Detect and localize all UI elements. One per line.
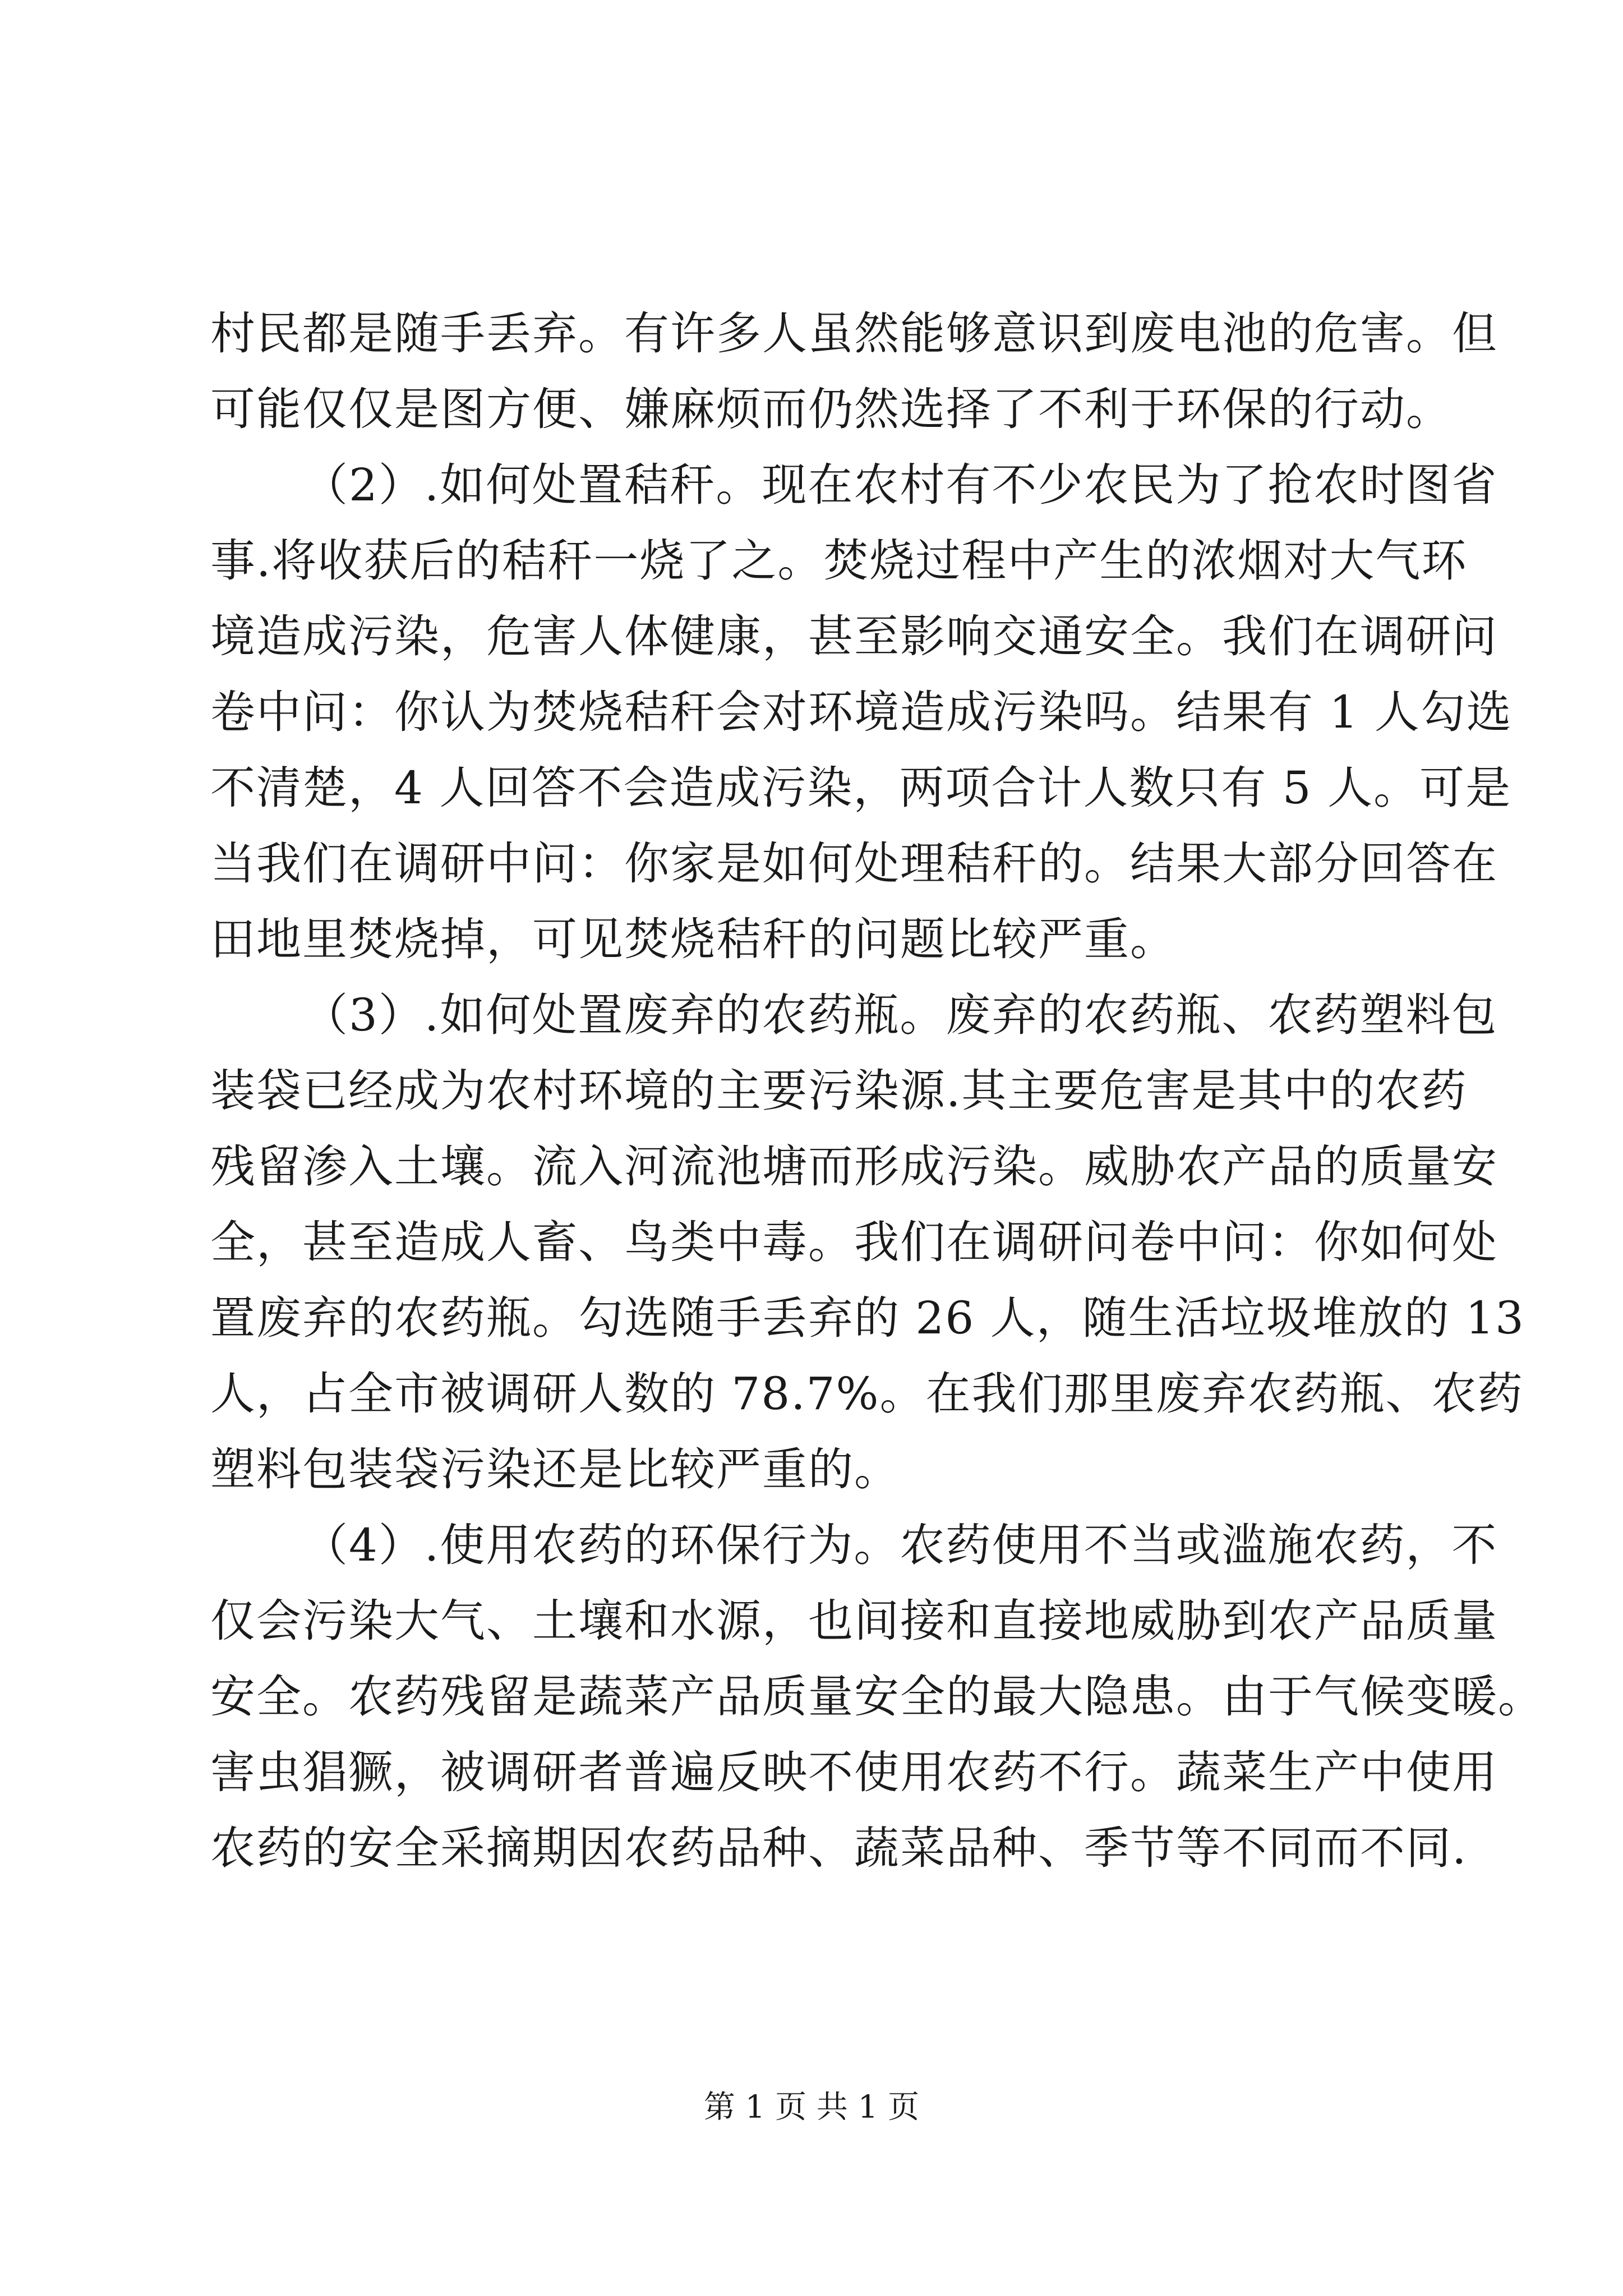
body-line: 装袋已经成为农村环境的主要污染源.其主要危害是其中的农药 bbox=[210, 1065, 1468, 1117]
page-footer: 第 1 页 共 1 页 bbox=[703, 2089, 920, 2125]
body-line: 残留渗入土壤。流入河流池塘而形成污染。威胁农产品的质量安 bbox=[210, 1140, 1498, 1193]
body-line: 事.将收获后的秸秆一烧了之。焚烧过程中产生的浓烟对大气环 bbox=[210, 535, 1468, 587]
body-line: 田地里焚烧掉，可见焚烧秸秆的问题比较严重。 bbox=[210, 913, 1176, 965]
paragraph-3-heading-line: （3）.如何处置废弃的农药瓶。废弃的农药瓶、农药塑料包 bbox=[303, 989, 1498, 1041]
body-line: 安全。农药残留是蔬菜产品质量安全的最大隐患。由于气候变暖。 bbox=[210, 1671, 1544, 1723]
body-line: 卷中问：你认为焚烧秸秆会对环境造成污染吗。结果有 1 人勾选 bbox=[210, 686, 1513, 738]
body-line: 村民都是随手丢弃。有许多人虽然能够意识到废电池的危害。但 bbox=[210, 307, 1498, 360]
body-line: 境造成污染，危害人体健康，甚至影响交通安全。我们在调研问 bbox=[210, 610, 1498, 662]
body-line: 全，甚至造成人畜、鸟类中毒。我们在调研问卷中问：你如何处 bbox=[210, 1216, 1498, 1268]
body-line: 人，占全市被调研人数的 78.7%。在我们那里废弃农药瓶、农药 bbox=[210, 1368, 1524, 1420]
body-line: 置废弃的农药瓶。勾选随手丢弃的 26 人，随生活垃圾堆放的 13 bbox=[210, 1292, 1525, 1344]
paragraph-2-heading-line: （2）.如何处置秸秆。现在农村有不少农民为了抢农时图省 bbox=[303, 459, 1498, 511]
body-line: 当我们在调研中问：你家是如何处理秸秆的。结果大部分回答在 bbox=[210, 838, 1498, 890]
paragraph-4-heading-line: （4）.使用农药的环保行为。农药使用不当或滥施农药，不 bbox=[303, 1519, 1498, 1571]
body-line: 害虫猖獗，被调研者普遍反映不使用农药不行。蔬菜生产中使用 bbox=[210, 1746, 1498, 1798]
body-line: 不清楚，4 人回答不会造成污染，两项合计人数只有 5 人。可是 bbox=[210, 762, 1512, 814]
body-line: 农药的安全采摘期因农药品种、蔬菜品种、季节等不同而不同. bbox=[210, 1822, 1468, 1874]
body-line: 塑料包装袋污染还是比较严重的。 bbox=[210, 1443, 900, 1496]
body-line: 仅会污染大气、土壤和水源，也间接和直接地威胁到农产品质量 bbox=[210, 1595, 1498, 1647]
body-line: 可能仅仅是图方便、嫌麻烦而仍然选择了不利于环保的行动。 bbox=[210, 383, 1452, 435]
